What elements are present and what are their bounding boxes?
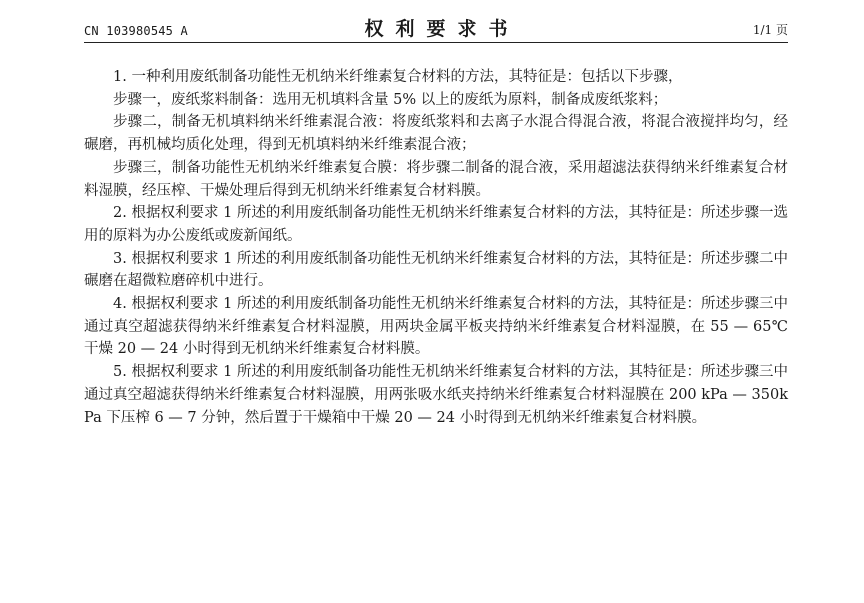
claims-body bbox=[84, 66, 788, 429]
claim-2: 2. 根据权利要求 1 所述的利用废纸制备功能性无机纳米纤维素复合材料的方法，其特征是：所述步骤一选用的原料为办公废纸或废新闻纸。 bbox=[84, 205, 788, 244]
publication-number: CN 103980545 A bbox=[84, 24, 188, 38]
claim-1-step-2: 步骤二，制备无机填料纳米纤维素混合液：将废纸浆料和去离子水混合得混合液，将混合液搅拌均匀，经碾磨，再机械均质化处理，得到无机填料纳米纤维素混合液； bbox=[84, 114, 788, 154]
page-number: 1/1 页 bbox=[752, 23, 788, 37]
header-divider bbox=[84, 42, 788, 43]
claim-3: 3. 根据权利要求 1 所述的利用废纸制备功能性无机纳米纤维素复合材料的方法，其特征是：所述步骤二中碾磨在超微粒磨碎机中进行。 bbox=[84, 250, 788, 290]
claim-1-step-3: 步骤三，制备功能性无机纳米纤维素复合膜：将步骤二制备的混合液，采用超滤法获得纳米纤维素复合材料湿膜，经压榨、干燥处理后得到无机纳米纤维素复合材料膜。 bbox=[84, 159, 788, 199]
claim-5: 5. 根据权利要求 1 所述的利用废纸制备功能性无机纳米纤维素复合材料的方法，其特征是：所述步骤三中通过真空超滤获得纳米纤维素复合材料湿膜，用两张吸水纸夹持纳米纤维素复合材料湿膜在 200 kPa — 350kPa 下压榨 6 — 7 分钟，然后置于干燥箱中干燥 20 — 24 小时得到无机纳米纤维素复合材料膜。 bbox=[84, 364, 788, 426]
claim-1-step-1: 步骤一，废纸浆料制备：选用无机填料含量 5% 以上的废纸为原料，制备成废纸浆料； bbox=[113, 91, 668, 108]
page-title: 权利要求书 bbox=[364, 18, 520, 40]
claim-1: 1. 一种利用废纸制备功能性无机纳米纤维素复合材料的方法，其特征是：包括以下步骤， bbox=[113, 69, 683, 85]
claim-4: 4. 根据权利要求 1 所述的利用废纸制备功能性无机纳米纤维素复合材料的方法，其特征是：所述步骤三中通过真空超滤获得纳米纤维素复合材料湿膜，用两块金属平板夹持纳米纤维素复合材料湿膜，在 55 — 65℃干燥 20 — 24 小时得到无机纳米纤维素复合材料膜。 bbox=[84, 296, 788, 358]
page-header bbox=[84, 14, 788, 42]
